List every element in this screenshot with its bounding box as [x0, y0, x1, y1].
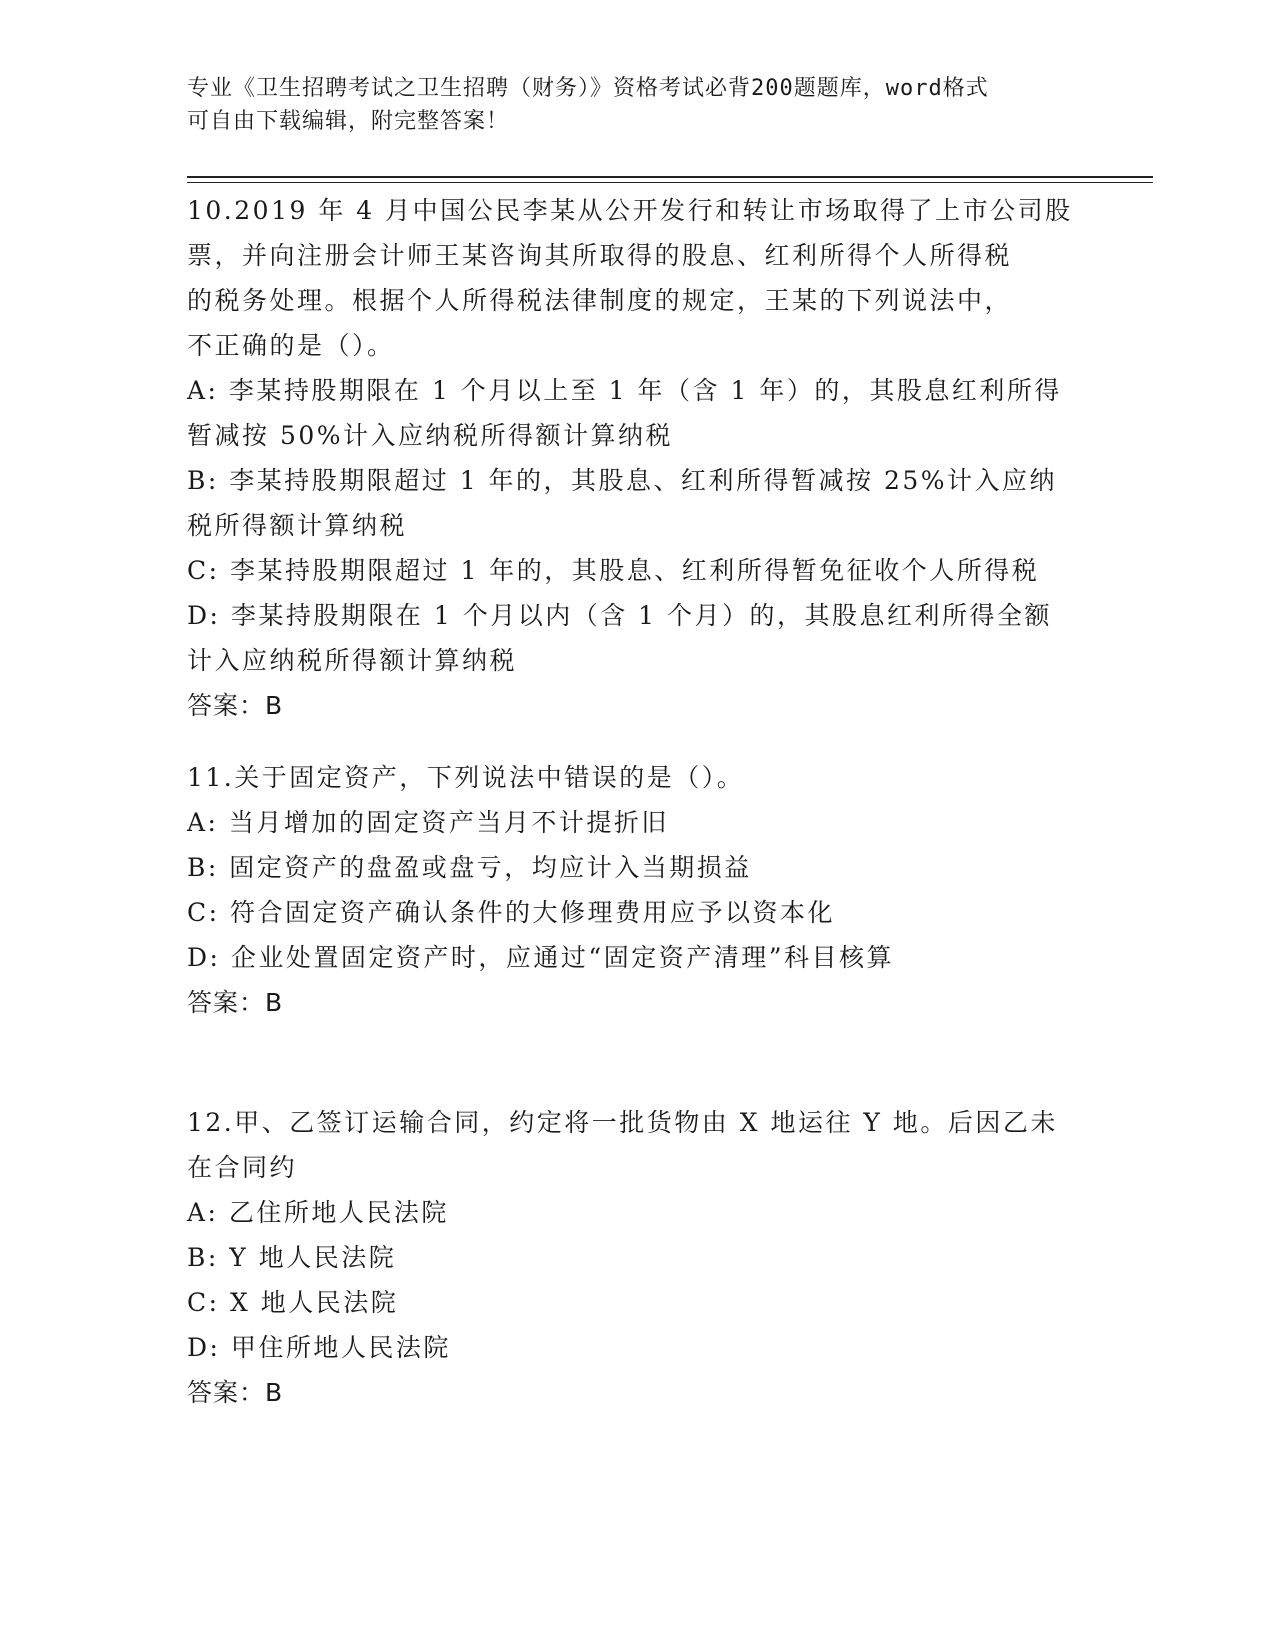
option-c: C: 李某持股期限超过 1 年的，其股息、红利所得暂免征收个人所得税	[187, 556, 1040, 585]
option-c: C: X 地人民法院	[187, 1288, 399, 1317]
option-b: B: Y 地人民法院	[187, 1243, 397, 1272]
question-10	[187, 188, 1087, 728]
header-title-line-2: 可自由下载编辑，附完整答案！	[187, 109, 510, 134]
option-a-continued: 暂减按 50%计入应纳税所得额计算纳税	[187, 421, 674, 450]
question-stem-line: 不正确的是（）。	[187, 331, 395, 360]
option-d-continued: 计入应纳税所得额计算纳税	[187, 646, 518, 675]
option-d: D: 李某持股期限在 1 个月以内（含 1 个月）的，其股息红利所得全额	[187, 601, 1053, 630]
option-d: D: 甲住所地人民法院	[187, 1333, 451, 1362]
question-11	[187, 755, 1087, 1025]
question-stem-line: 在合同约	[187, 1153, 298, 1182]
question-12	[187, 1100, 1087, 1415]
option-a: A: 李某持股期限在 1 个月以上至 1 年（含 1 年）的，其股息红利所得	[187, 376, 1062, 405]
answer-label: 答案：B	[187, 1378, 284, 1407]
answer-label: 答案：B	[187, 691, 284, 720]
option-b: B: 固定资产的盘盈或盘亏，均应计入当期损益	[187, 853, 752, 882]
option-a: A: 乙住所地人民法院	[187, 1198, 449, 1227]
option-b: B: 李某持股期限超过 1 年的，其股息、红利所得暂减按 25%计入应纳	[187, 466, 1058, 495]
question-stem-line: 10.2019 年 4 月中国公民李某从公开发行和转让市场取得了上市公司股	[187, 196, 1073, 225]
question-stem-line: 11.关于固定资产，下列说法中错误的是（）。	[187, 763, 745, 792]
option-b-continued: 税所得额计算纳税	[187, 511, 408, 540]
header-title-line-1: 专业《卫生招聘考试之卫生招聘（财务）》资格考试必背200题题库，word格式	[187, 76, 989, 101]
question-stem-line: 的税务处理。根据个人所得税法律制度的规定，王某的下列说法中，	[187, 286, 1013, 315]
answer-label: 答案：B	[187, 988, 284, 1017]
option-d: D: 企业处置固定资产时，应通过“固定资产清理”科目核算	[187, 943, 894, 972]
question-stem-line: 票，并向注册会计师王某咨询其所取得的股息、红利所得个人所得税	[187, 241, 1013, 270]
document-header	[187, 72, 1067, 138]
question-stem-line: 12.甲、乙签订运输合同，约定将一批货物由 X 地运往 Y 地。后因乙未	[187, 1108, 1058, 1137]
header-divider-thick	[187, 176, 1153, 178]
header-divider-thin	[187, 182, 1153, 183]
option-a: A: 当月增加的固定资产当月不计提折旧	[187, 808, 669, 837]
option-c: C: 符合固定资产确认条件的大修理费用应予以资本化	[187, 898, 836, 927]
